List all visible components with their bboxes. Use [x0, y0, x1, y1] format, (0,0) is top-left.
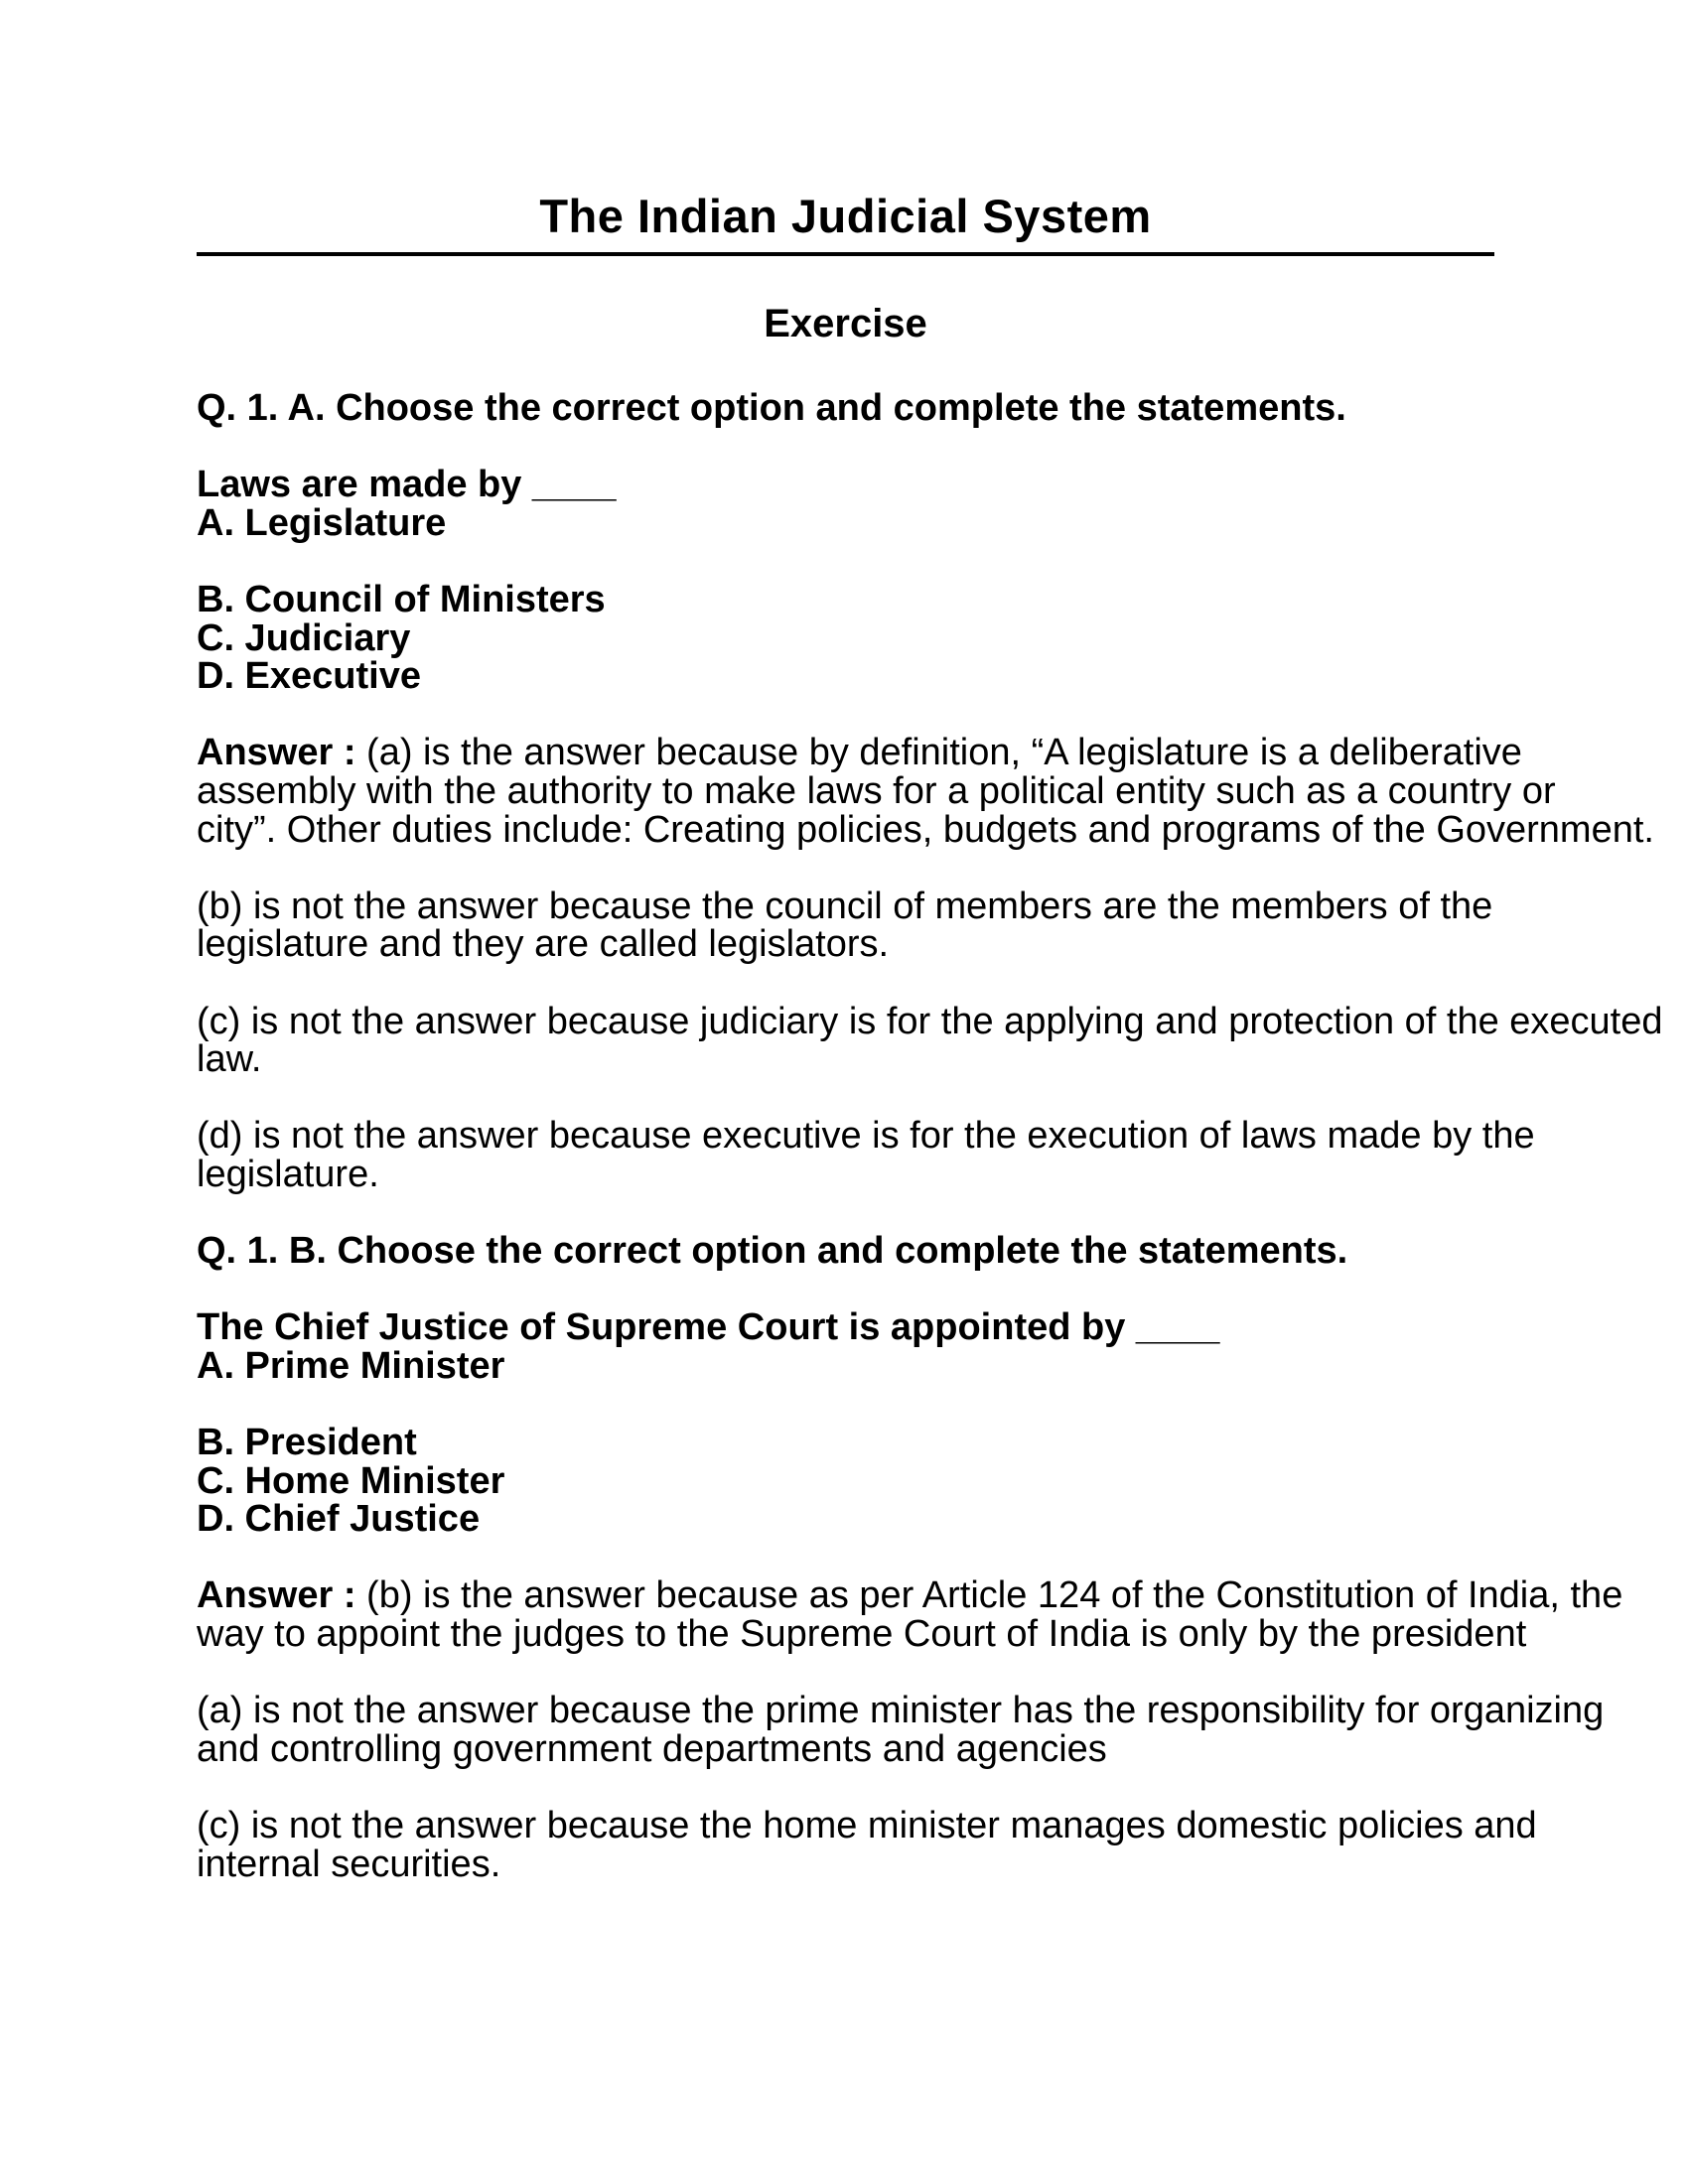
document-body [197, 387, 1663, 1885]
text-line: (d) is not the answer because executive is for the execution of laws made by the [197, 1115, 1535, 1158]
text-line: (a) is not the answer because the prime minister has the responsibility for organizing [197, 1690, 1605, 1732]
text-line: (c) is not the answer because the home minister manages domestic policies and [197, 1804, 1537, 1846]
question-1b-stem [197, 1308, 1494, 1385]
question-1b-options [197, 1424, 1494, 1539]
option-b: B. President [197, 1422, 417, 1464]
title-underline [197, 190, 1494, 256]
text-line: way to appoint the judges to the Supreme Court of India is only by the president [197, 1613, 1527, 1655]
text-line: internal securities. [197, 1843, 501, 1885]
option-c: C. Home Minister [197, 1459, 505, 1502]
question-1a-heading [197, 389, 1494, 428]
option-b: B. Council of Ministers [197, 578, 606, 620]
text-line: Q. 1. B. Choose the correct option and complete the statements. [197, 1230, 1348, 1273]
text-line: legislature. [197, 1153, 379, 1195]
text-line: law. [197, 1038, 262, 1081]
option-c: C. Judiciary [197, 616, 411, 659]
option-a: A. Prime Minister [197, 1344, 505, 1387]
text-line: city”. Other duties include: Creating policies, budgets and programs of the Government. [197, 808, 1654, 851]
page-title: The Indian Judicial System [539, 190, 1152, 242]
explanation-1a-d [197, 1115, 1535, 1195]
section-heading: Exercise [764, 302, 927, 345]
answer-1b-paragraph [197, 1574, 1623, 1655]
answer-text: (b) is the answer because as per Article 124 of the Constitution of India, the [366, 1574, 1623, 1617]
text-line: Laws are made by ____ [197, 464, 617, 506]
text-line: and controlling government departments and agencies [197, 1727, 1107, 1770]
option-d: D. Chief Justice [197, 1498, 481, 1541]
answer-label: Answer : [197, 1574, 367, 1617]
question-1a-options [197, 578, 1494, 698]
text-line: Q. 1. A. Choose the correct option and complete the statements. [197, 387, 1346, 429]
explanation-1b-a [197, 1690, 1605, 1770]
explanation-1b-c [197, 1804, 1537, 1885]
explanation-1a-b [197, 887, 1494, 964]
text-line [197, 732, 1522, 774]
text-line: assembly with the authority to make laws for a political entity such as a country or [197, 769, 1556, 812]
text-line: (c) is not the answer because judiciary is for the applying and protection of the executed [197, 1000, 1663, 1042]
option-a: A. Legislature [197, 501, 447, 544]
answer-text: (a) is the answer because by definition, “A legislature is a deliberative [366, 732, 1522, 774]
text-line [197, 1574, 1623, 1617]
answer-1a-paragraph [197, 732, 1654, 851]
text-line: The Chief Justice of Supreme Court is appointed by ____ [197, 1306, 1220, 1349]
question-1a-stem [197, 466, 1494, 542]
explanation-1a-c [197, 1000, 1663, 1081]
text-line: legislature and they are called legislators. [197, 923, 890, 966]
answer-label: Answer : [197, 732, 367, 774]
text-line: (b) is not the answer because the council of members are the members of the [197, 885, 1493, 927]
option-d: D. Executive [197, 655, 421, 698]
question-1b-heading [197, 1232, 1494, 1271]
